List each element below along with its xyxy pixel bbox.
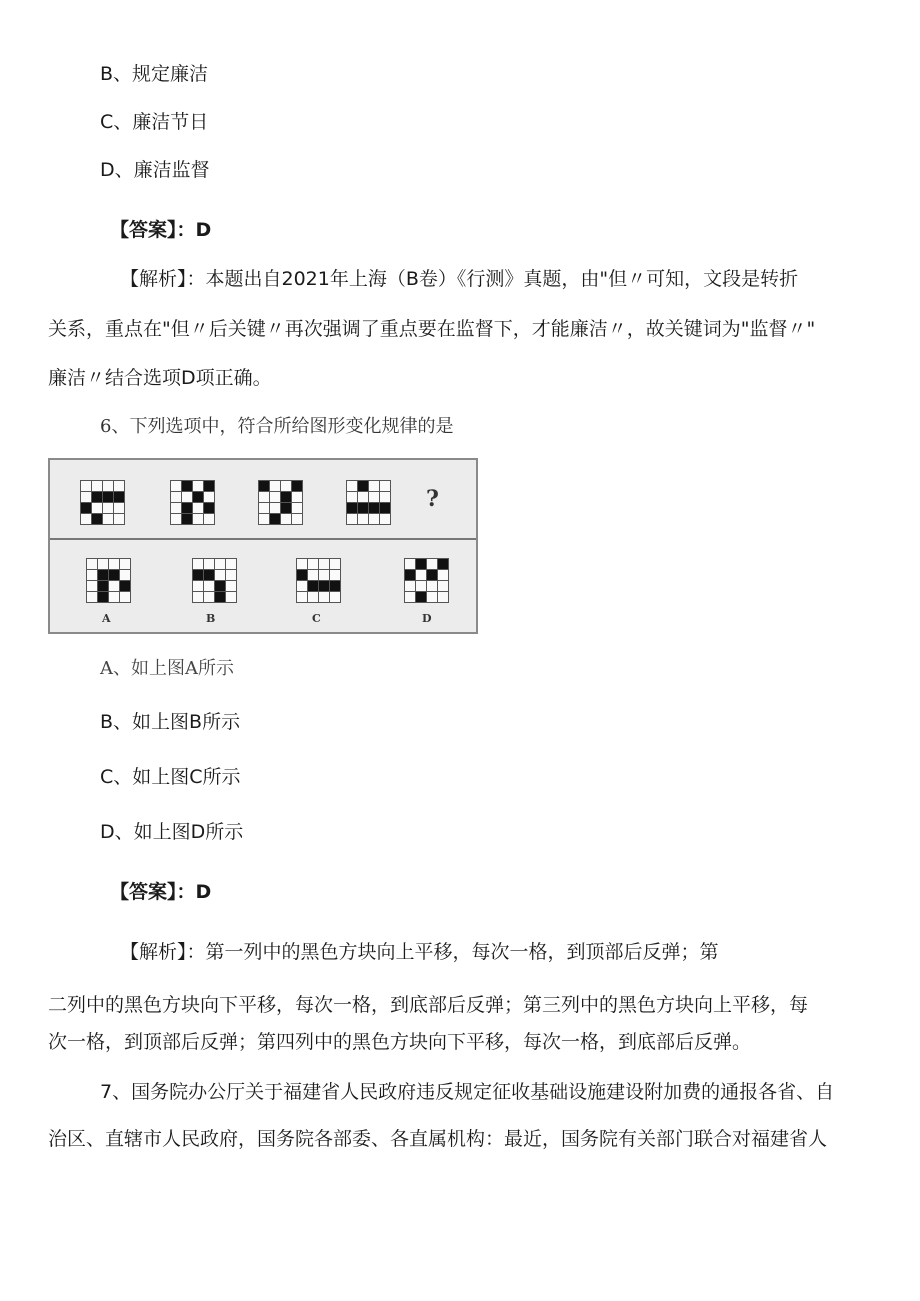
option-c: C、如上图C所示	[100, 766, 241, 788]
explanation-line: 二列中的黑色方块向下平移，每次一格，到底部后反弹；第三列中的黑色方块向上平移，每	[48, 994, 809, 1016]
option-a: A、如上图A所示	[100, 658, 234, 679]
grid-cell	[92, 503, 102, 513]
grid-cell	[347, 481, 357, 491]
grid-cell	[347, 503, 357, 513]
grid-cell	[193, 570, 203, 580]
sequence-grid	[80, 480, 125, 525]
option-d: D、廉洁监督	[100, 159, 210, 181]
grid-cell	[438, 559, 448, 569]
grid-cell	[380, 481, 390, 491]
grid-cell	[204, 570, 214, 580]
grid-cell	[182, 492, 192, 502]
question-6: 6、下列选项中，符合所给图形变化规律的是	[100, 416, 454, 437]
grid-cell	[87, 570, 97, 580]
grid-cell	[114, 514, 124, 524]
grid-cell	[98, 592, 108, 602]
grid-cell	[204, 559, 214, 569]
grid-cell	[438, 570, 448, 580]
option-grid	[192, 558, 237, 603]
explanation-line: 次一格，到顶部后反弹；第四列中的黑色方块向下平移，每次一格，到底部后反弹。	[48, 1031, 752, 1053]
grid-cell	[281, 503, 291, 513]
grid-cell	[87, 581, 97, 591]
grid-cell	[98, 559, 108, 569]
grid-cell	[87, 559, 97, 569]
grid-cell	[171, 492, 181, 502]
grid-cell	[281, 492, 291, 502]
grid-cell	[319, 559, 329, 569]
grid-cell	[87, 592, 97, 602]
grid-cell	[193, 481, 203, 491]
grid-cell	[215, 559, 225, 569]
grid-cell	[120, 592, 130, 602]
grid-cell	[358, 481, 368, 491]
grid-cell	[405, 581, 415, 591]
grid-cell	[182, 514, 192, 524]
grid-cell	[215, 581, 225, 591]
grid-cell	[114, 481, 124, 491]
grid-cell	[204, 492, 214, 502]
grid-cell	[193, 514, 203, 524]
grid-cell	[226, 559, 236, 569]
grid-cell	[204, 581, 214, 591]
grid-cell	[270, 492, 280, 502]
explanation-line: 【解析】：本题出自2021年上海（B卷）《行测》真题，由"但〃可知，文段是转折	[120, 268, 799, 290]
figure-label-b: B	[206, 612, 216, 625]
grid-cell	[204, 503, 214, 513]
grid-cell	[319, 570, 329, 580]
grid-cell	[193, 503, 203, 513]
grid-cell	[347, 514, 357, 524]
grid-cell	[114, 492, 124, 502]
grid-cell	[81, 503, 91, 513]
grid-cell	[438, 592, 448, 602]
grid-cell	[281, 514, 291, 524]
grid-cell	[438, 581, 448, 591]
option-grid	[404, 558, 449, 603]
sequence-grid	[346, 480, 391, 525]
grid-cell	[416, 592, 426, 602]
grid-cell	[171, 514, 181, 524]
grid-cell	[81, 492, 91, 502]
grid-cell	[270, 503, 280, 513]
figure-label-d: D	[422, 612, 432, 625]
grid-cell	[193, 592, 203, 602]
grid-cell	[81, 481, 91, 491]
sequence-grid	[258, 480, 303, 525]
grid-cell	[369, 481, 379, 491]
option-grid	[296, 558, 341, 603]
grid-cell	[259, 481, 269, 491]
explanation-line: 关系，重点在"但〃后关键〃再次强调了重点要在监督下，才能廉洁〃，故关键词为"监督〃"	[48, 318, 816, 340]
grid-cell	[270, 481, 280, 491]
sequence-grid	[170, 480, 215, 525]
grid-cell	[330, 581, 340, 591]
grid-cell	[81, 514, 91, 524]
grid-cell	[204, 481, 214, 491]
grid-cell	[98, 581, 108, 591]
grid-cell	[171, 503, 181, 513]
grid-cell	[193, 581, 203, 591]
question-mark: ?	[426, 486, 439, 512]
grid-cell	[103, 503, 113, 513]
grid-cell	[380, 514, 390, 524]
grid-cell	[369, 492, 379, 502]
grid-cell	[109, 559, 119, 569]
grid-cell	[297, 570, 307, 580]
grid-cell	[427, 592, 437, 602]
grid-cell	[319, 581, 329, 591]
option-c: C、廉洁节日	[100, 111, 209, 133]
grid-cell	[358, 514, 368, 524]
grid-cell	[369, 514, 379, 524]
grid-cell	[380, 503, 390, 513]
grid-cell	[182, 481, 192, 491]
grid-cell	[369, 503, 379, 513]
grid-cell	[103, 514, 113, 524]
grid-cell	[297, 592, 307, 602]
grid-cell	[204, 514, 214, 524]
figure-label-c: C	[312, 612, 321, 625]
grid-cell	[120, 570, 130, 580]
explanation-line: 廉洁〃结合选项D项正确。	[48, 367, 272, 389]
grid-cell	[259, 492, 269, 502]
grid-cell	[193, 492, 203, 502]
grid-cell	[193, 559, 203, 569]
grid-cell	[103, 492, 113, 502]
pattern-figure	[48, 458, 478, 634]
grid-cell	[92, 492, 102, 502]
grid-cell	[319, 592, 329, 602]
grid-cell	[358, 492, 368, 502]
grid-cell	[292, 514, 302, 524]
grid-cell	[281, 481, 291, 491]
grid-cell	[358, 503, 368, 513]
grid-cell	[405, 559, 415, 569]
grid-cell	[292, 492, 302, 502]
grid-cell	[92, 514, 102, 524]
grid-cell	[103, 481, 113, 491]
grid-cell	[98, 570, 108, 580]
option-grid	[86, 558, 131, 603]
grid-cell	[92, 481, 102, 491]
grid-cell	[292, 481, 302, 491]
grid-cell	[114, 503, 124, 513]
grid-cell	[416, 559, 426, 569]
grid-cell	[109, 581, 119, 591]
grid-cell	[380, 492, 390, 502]
option-b: B、规定廉洁	[100, 63, 209, 85]
grid-cell	[215, 592, 225, 602]
grid-cell	[330, 592, 340, 602]
grid-cell	[297, 581, 307, 591]
grid-cell	[259, 503, 269, 513]
grid-cell	[405, 592, 415, 602]
grid-cell	[120, 559, 130, 569]
figure-divider	[50, 538, 476, 540]
grid-cell	[308, 559, 318, 569]
grid-cell	[308, 581, 318, 591]
grid-cell	[171, 481, 181, 491]
answer: 【答案】：D	[110, 881, 212, 903]
grid-cell	[427, 570, 437, 580]
figure-label-a: A	[102, 612, 111, 625]
grid-cell	[308, 570, 318, 580]
option-b: B、如上图B所示	[100, 711, 241, 733]
grid-cell	[109, 570, 119, 580]
grid-cell	[330, 559, 340, 569]
explanation-line: 【解析】：第一列中的黑色方块向上平移，每次一格，到顶部后反弹；第	[120, 941, 719, 963]
grid-cell	[109, 592, 119, 602]
grid-cell	[347, 492, 357, 502]
grid-cell	[427, 559, 437, 569]
answer: 【答案】：D	[110, 219, 212, 241]
question-7-line: 7、国务院办公厅关于福建省人民政府违反规定征收基础设施建设附加费的通报各省、自	[100, 1081, 835, 1103]
grid-cell	[308, 592, 318, 602]
question-7-line: 治区、直辖市人民政府，国务院各部委、各直属机构：最近，国务院有关部门联合对福建省人	[48, 1128, 828, 1150]
grid-cell	[297, 559, 307, 569]
option-d: D、如上图D所示	[100, 821, 244, 843]
grid-cell	[416, 570, 426, 580]
grid-cell	[120, 581, 130, 591]
grid-cell	[292, 503, 302, 513]
grid-cell	[270, 514, 280, 524]
grid-cell	[330, 570, 340, 580]
grid-cell	[226, 592, 236, 602]
grid-cell	[226, 581, 236, 591]
grid-cell	[427, 581, 437, 591]
grid-cell	[405, 570, 415, 580]
grid-cell	[226, 570, 236, 580]
grid-cell	[182, 503, 192, 513]
grid-cell	[215, 570, 225, 580]
grid-cell	[259, 514, 269, 524]
grid-cell	[416, 581, 426, 591]
grid-cell	[204, 592, 214, 602]
